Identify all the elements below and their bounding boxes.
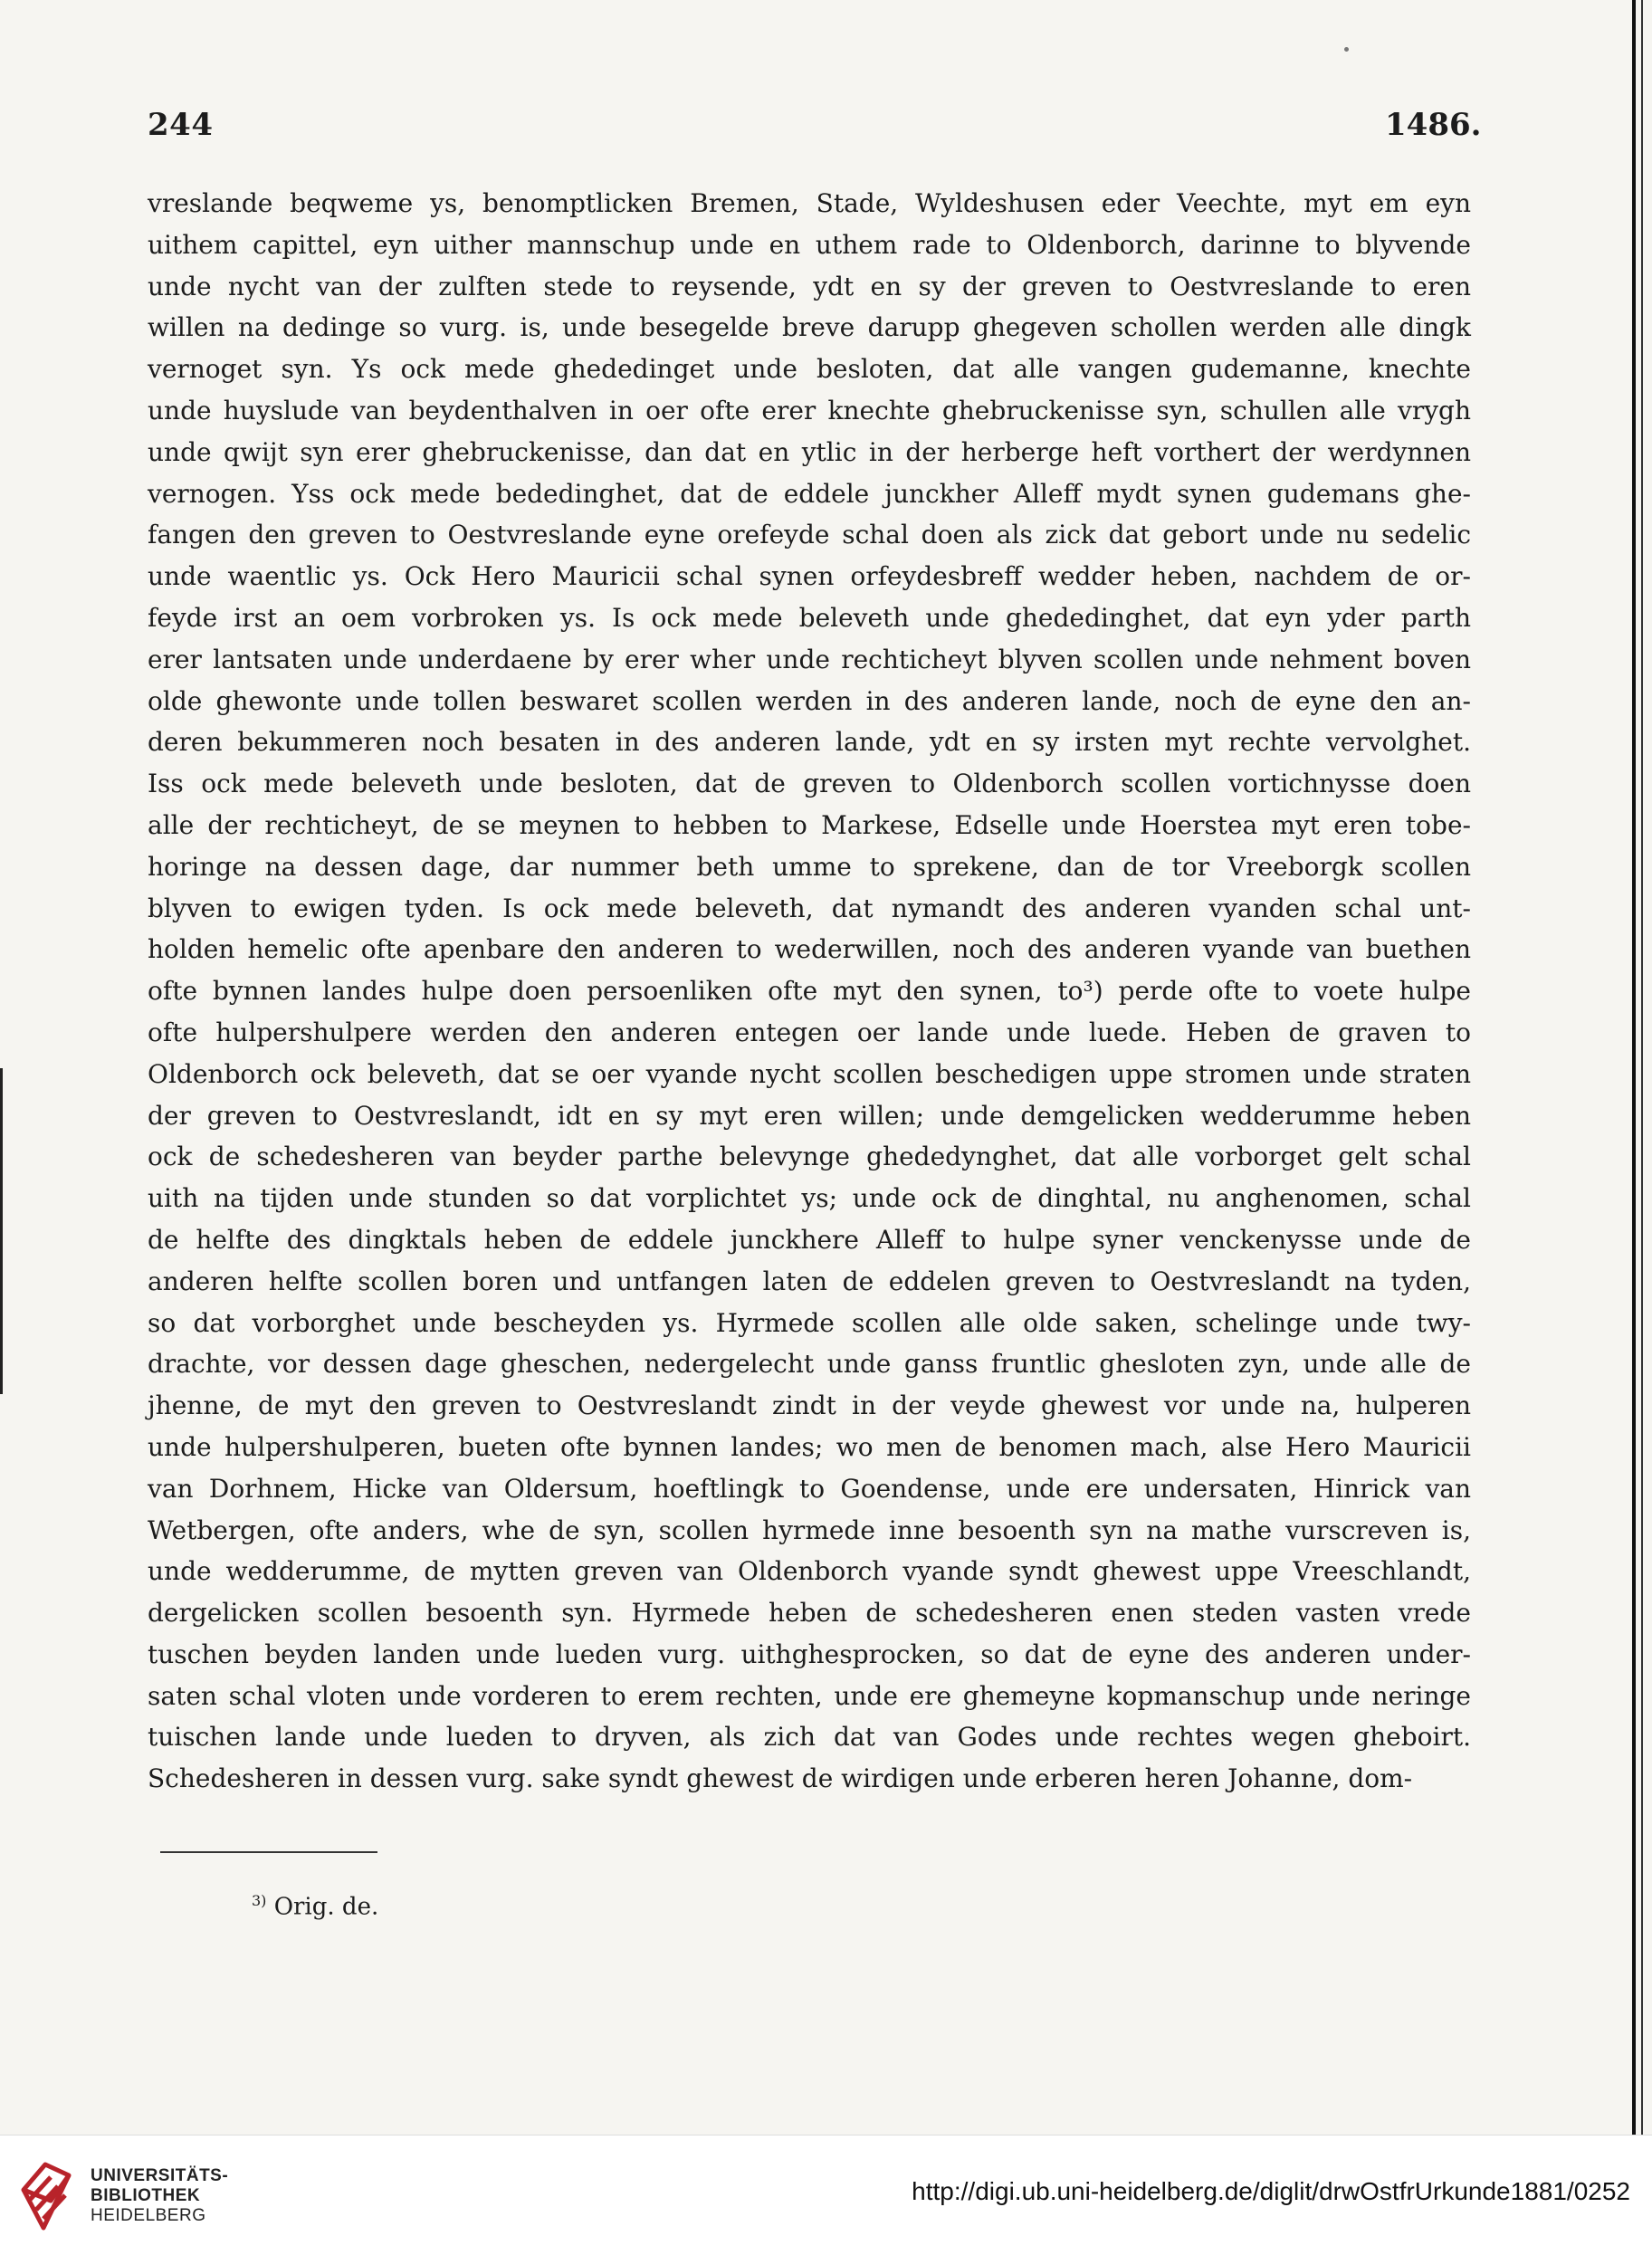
text-line: ock de schedesheren van beyder parthe belevynge ghededynghet, dat alle vorborget gelt schal	[148, 1142, 1471, 1172]
text-line: feyde irst an oem vorbroken ys. Is ock mede beleveth unde ghededinghet, dat eyn yder parth	[148, 602, 1471, 633]
footnote	[252, 1892, 378, 1921]
footnote-marker: 3)	[252, 1892, 267, 1909]
text-line: horinge na dessen dage, dar nummer beth umme to sprekene, dan de tor Vreeborgk scollen	[148, 851, 1471, 882]
text-line: unde nycht van der zulften stede to reysende, ydt en sy der greven to Oestvreslande to eren	[148, 271, 1471, 301]
text-line: tuischen lande unde lueden to dryven, als zich dat van Godes unde rechtes wegen gheboirt.	[148, 1722, 1471, 1753]
text-line: vernogen. Yss ock mede bededinghet, dat de eddele junckher Alleff mydt synen gudemans ghe-	[148, 478, 1471, 509]
text-line: uith na tijden unde stunden so dat vorplichtet ys; unde ock de dinghtal, nu anghenomen, schal	[148, 1183, 1471, 1214]
text-line: ofte bynnen landes hulpe doen persoenliken ofte myt den synen, to³) perde ofte to voete hulpe	[148, 976, 1471, 1007]
text-line: unde qwijt syn erer ghebruckenisse, dan dat en ytlic in der herberge heft vorthert der werdynnen	[148, 436, 1471, 467]
text-line: der greven to Oestvreslandt, idt en sy myt eren willen; unde demgelicken wedderumme heben	[148, 1100, 1471, 1131]
library-name-line2: BIBLIOTHEK	[91, 2186, 201, 2205]
text-line: Oldenborch ock beleveth, dat se oer vyande nycht scollen beschedigen uppe stromen unde straten	[148, 1058, 1471, 1089]
text-line: jhenne, de myt den greven to Oestvreslandt zindt in der veyde ghewest vor unde na, hulperen	[148, 1390, 1471, 1421]
text-line: tuschen beyden landen unde lueden vurg. uithghesprocken, so dat de eyne des anderen under-	[148, 1639, 1471, 1669]
text-line: holden hemelic ofte apenbare den anderen to wederwillen, noch des anderen vyande van buethen	[148, 934, 1471, 965]
text-line: anderen helfte scollen boren und untfangen laten de eddelen greven to Oestvreslandt na tyden,	[148, 1266, 1471, 1296]
library-name-line1: UNIVERSITÄTS-	[91, 2166, 229, 2185]
text-line: Wetbergen, ofte anders, whe de syn, scollen hyrmede inne besoenth syn na mathe vurscreven is,	[148, 1514, 1471, 1545]
library-logo-icon[interactable]	[18, 2155, 76, 2235]
text-line: unde huyslude van beydenthalven in oer ofte erer knechte ghebruckenisse syn, schullen alle vrygh	[148, 395, 1471, 425]
text-line: drachte, vor dessen dage gheschen, nedergelecht unde ganss fruntlic ghesloten zyn, unde alle de	[148, 1349, 1471, 1380]
text-line: deren bekummeren noch besaten in des anderen lande, ydt en sy irsten myt rechte vervolghet.	[148, 727, 1471, 758]
source-url-link[interactable]: http://digi.ub.uni-heidelberg.de/diglit/drwOstfrUrkunde1881/0252	[912, 2177, 1630, 2205]
text-line: van Dorhnem, Hicke van Oldersum, hoeftlingk to Goendense, unde ere undersaten, Hinrick van	[148, 1473, 1471, 1504]
footnote-text: Orig. de.	[273, 1893, 379, 1921]
text-line: unde wedderumme, de mytten greven van Oldenborch vyande syndt ghewest uppe Vreeschlandt,	[148, 1556, 1471, 1587]
text-line: Iss ock mede beleveth unde besloten, dat de greven to Oldenborch scollen vortichnysse doen	[148, 769, 1471, 799]
text-line: unde waentlic ys. Ock Hero Mauricii schal synen orfeydesbreff wedder heben, nachdem de or-	[148, 561, 1471, 592]
body-text	[148, 183, 1471, 1800]
library-name	[91, 2166, 228, 2226]
text-line: fangen den greven to Oestvreslande eyne orefeyde schal doen als zick dat gebort unde nu sedelic	[148, 520, 1471, 550]
page-year-heading: 1486.	[1385, 107, 1482, 143]
text-line: so dat vorborghet unde bescheyden ys. Hyrmede scollen alle olde saken, schelinge unde twy-	[148, 1307, 1471, 1338]
text-line: de helfte des dingktals heben de eddele junckhere Alleff to hulpe syner venckenysse unde de	[148, 1224, 1471, 1255]
text-line: vreslande beqweme ys, benomptlicken Bremen, Stade, Wyldeshusen eder Veechte, myt em eyn	[148, 188, 1471, 218]
text-line: uithem capittel, eyn uither mannschup unde en uthem rade to Oldenborch, darinne to blyvende	[148, 229, 1471, 260]
text-line: dergelicken scollen besoenth syn. Hyrmede heben de schedesheren enen steden vasten vrede	[148, 1598, 1471, 1629]
footer-bar	[0, 2135, 1652, 2255]
dust-speck	[1344, 47, 1349, 52]
text-line: olde ghewonte unde tollen beswaret scollen werden in des anderen lande, noch de eyne den an-	[148, 685, 1471, 716]
text-line: unde hulpershulperen, bueten ofte bynnen landes; wo men de benomen mach, alse Hero Mauricii	[148, 1431, 1471, 1462]
scan-edge-mark	[0, 1068, 3, 1394]
page-number: 244	[148, 107, 214, 143]
scan-edge-right	[1632, 0, 1636, 2135]
library-name-line3: HEIDELBERG	[91, 2206, 206, 2225]
footnote-separator	[160, 1851, 377, 1853]
text-line: saten schal vloten unde vorderen to erem rechten, unde ere ghemeyne kopmanschup unde neringe	[148, 1680, 1471, 1711]
scan-edge-right-inner	[1641, 0, 1643, 2135]
text-line: blyven to ewigen tyden. Is ock mede beleveth, dat nymandt des anderen vyanden schal unt-	[148, 893, 1471, 923]
text-line: alle der rechticheyt, de se meynen to hebben to Markese, Edselle unde Hoerstea myt eren tobe-	[148, 809, 1471, 840]
text-line: willen na dedinge so vurg. is, unde besegelde breve darupp ghegeven schollen werden alle dingk	[148, 312, 1471, 343]
text-line: ofte hulpershulpere werden den anderen entegen oer lande unde luede. Heben de graven to	[148, 1017, 1471, 1047]
text-line: Schedesheren in dessen vurg. sake syndt ghewest de wirdigen unde erberen heren Johanne, dom-	[148, 1763, 1413, 1794]
text-line: vernoget syn. Ys ock mede ghededinget unde besloten, dat alle vangen gudemanne, knechte	[148, 354, 1471, 385]
text-line: erer lantsaten unde underdaene by erer wher unde rechticheyt blyven scollen unde nehment boven	[148, 644, 1471, 674]
